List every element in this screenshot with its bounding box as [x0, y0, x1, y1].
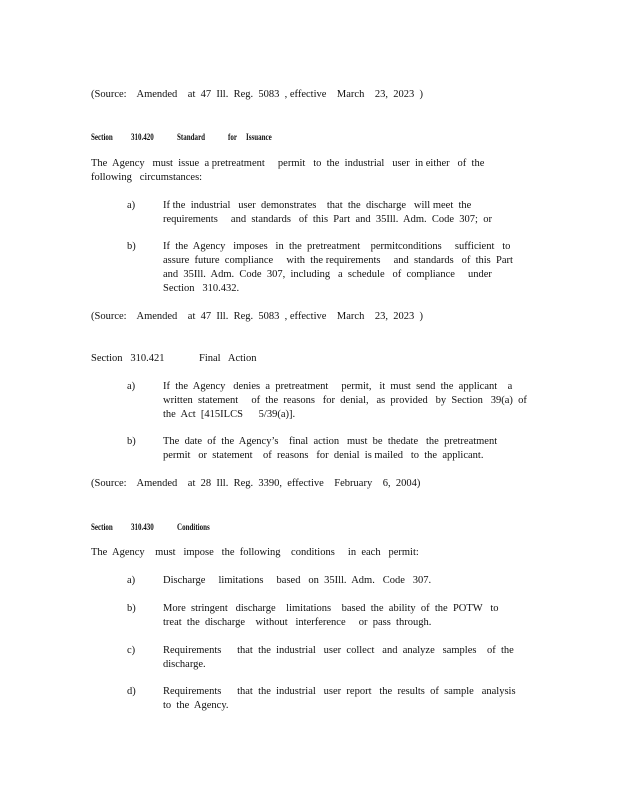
item-text-line: treat the discharge without interference or pass through. — [163, 617, 432, 628]
item-letter: a) — [127, 575, 136, 586]
section-heading-title: Conditions — [177, 522, 210, 532]
item-text-line: the Act [415ILCS 5/39(a)]. — [163, 409, 296, 420]
item-letter: d) — [127, 686, 136, 697]
item-letter: a) — [127, 200, 136, 211]
item-text-line: permit or statement of reasons for denial is mailed to the applicant. — [163, 450, 484, 461]
item-text-line: and 35Ill. Adm. Code 307, including a schedule of compliance under — [163, 269, 492, 280]
item-text-line: assure future compliance with the requirements and standards of this Part — [163, 255, 513, 266]
section-heading-number: Section — [91, 522, 113, 532]
item-letter: b) — [127, 241, 136, 252]
source-note: (Source: Amended at 47 Ill. Reg. 5083 , effective March 23, 2023 ) — [91, 311, 423, 322]
item-text-line: Requirements that the industrial user report the results of sample analysis — [163, 686, 516, 697]
item-letter: a) — [127, 381, 136, 392]
item-text-line: to the Agency. — [163, 700, 229, 711]
item-text-line: Requirements that the industrial user collect and analyze samples of the — [163, 645, 514, 656]
section-heading-id: 310.430 — [131, 522, 154, 532]
item-text-line: More stringent discharge limitations based the ability of the POTW to — [163, 603, 499, 614]
item-text-line: If the Agency denies a pretreatment permit, it must send the applicant a — [163, 381, 513, 392]
item-text-line: discharge. — [163, 659, 206, 670]
source-note: (Source: Amended at 47 Ill. Reg. 5083 , effective March 23, 2023 ) — [91, 89, 423, 100]
item-letter: c) — [127, 645, 136, 656]
item-text-line: If the Agency imposes in the pretreatment permitconditions sufficient to — [163, 241, 511, 252]
paragraph-line: following circumstances: — [91, 172, 203, 183]
item-text-line: If the industrial user demonstrates that the discharge will meet the — [163, 200, 472, 211]
item-letter: b) — [127, 603, 136, 614]
section-heading-title: Standard — [177, 132, 206, 142]
section-heading-number: Section — [91, 132, 113, 142]
section-heading-id: 310.420 — [131, 132, 154, 142]
paragraph-line: The Agency must impose the following conditions in each permit: — [91, 547, 419, 558]
item-text-line: written statement of the reasons for denial, as provided by Section 39(a) of — [163, 395, 527, 406]
source-note: (Source: Amended at 28 Ill. Reg. 3390, effective February 6, 2004) — [91, 478, 421, 489]
paragraph-line: The Agency must issue a pretreatment permit to the industrial user in either of the — [91, 158, 485, 169]
section-heading-title: Final Action — [199, 353, 257, 364]
item-text-line: Discharge limitations based on 35Ill. Adm. Code 307. — [163, 575, 432, 586]
item-text-line: requirements and standards of this Part and 35Ill. Adm. Code 307; or — [163, 214, 492, 225]
section-heading-title: for — [228, 132, 237, 142]
item-letter: b) — [127, 436, 136, 447]
item-text-line: Section 310.432. — [163, 283, 240, 294]
item-text-line: The date of the Agency’s final action must be thedate the pretreatment — [163, 436, 498, 447]
section-heading: Section 310.421 — [91, 353, 165, 364]
section-heading-title: Issuance — [246, 132, 272, 142]
